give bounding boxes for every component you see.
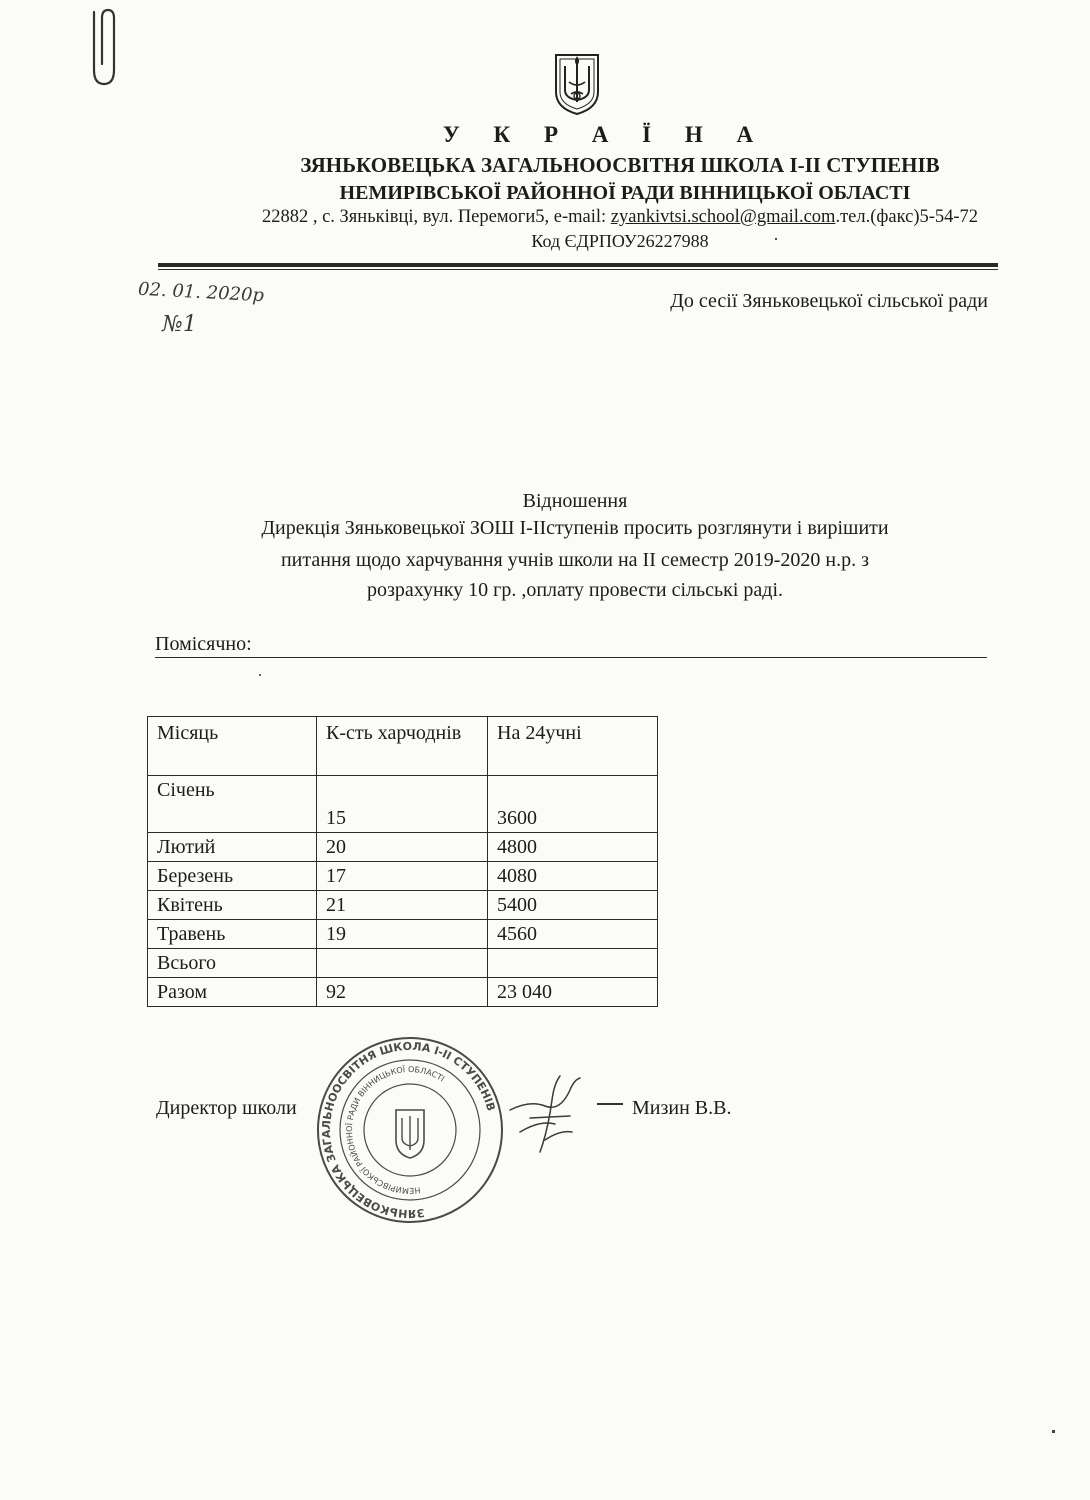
monthly-label: Помісячно: <box>155 633 252 655</box>
body-line-3: розрахунку 10 гр. ,оплату провести сільські раді. <box>366 579 783 601</box>
email-link[interactable]: zyankivtsi.school@gmail.com <box>610 207 836 227</box>
cell-days: 17 <box>317 862 488 891</box>
paperclip-icon <box>80 8 130 88</box>
cell-amount: 5400 <box>488 891 658 920</box>
stamp-icon <box>310 1030 510 1230</box>
signature-icon <box>500 1070 600 1160</box>
cell-days: 21 <box>317 891 488 920</box>
table-row <box>148 949 658 978</box>
document-title: Відношення <box>522 490 628 512</box>
header-days: К-сть харчоднів <box>317 717 488 776</box>
director-name: Мизин В.В. <box>632 1097 732 1119</box>
cell-days: 92 <box>317 978 488 1007</box>
school-name: ЗЯНЬКОВЕЦЬКА ЗАГАЛЬНООСВІТНЯ ШКОЛА І-ІІ СТУПЕНІВ <box>300 153 940 177</box>
table-row <box>148 833 658 862</box>
monthly-underline <box>155 657 987 658</box>
cell-amount: 4080 <box>488 862 658 891</box>
header-divider-thin <box>158 269 998 270</box>
stamp-inner-text: НЕМИРІВСЬКОЇ РАЙОННОЇ РАДИ ВІННИЦЬКОЇ ОБЛАСТІ <box>344 1064 447 1196</box>
cell-amount: 3600 <box>488 776 658 833</box>
handwritten-number: №1 <box>162 312 197 337</box>
table-row <box>148 862 658 891</box>
table-row <box>148 891 658 920</box>
cell-amount: 4560 <box>488 920 658 949</box>
cell-month: Травень <box>148 920 317 949</box>
cell-amount: 4800 <box>488 833 658 862</box>
cell-days <box>317 949 488 978</box>
cell-amount <box>488 949 658 978</box>
school-address <box>0 207 1090 228</box>
director-label: Директор школи <box>156 1097 297 1119</box>
body-line-2: питання щодо харчування учнів школи на ІІ семестр 2019-2020 н.р. з <box>280 549 870 571</box>
stamp-outer-text: ЗЯНЬКОВЕЦЬКА ЗАГАЛЬНООСВІТНЯ ШКОЛА І-ІІ СТУПЕНІВ <box>319 1039 498 1221</box>
cell-days: 15 <box>317 776 488 833</box>
country-name: У К Р А Ї Н А <box>442 122 768 147</box>
council-name: НЕМИРІВСЬКОЇ РАЙОННОЇ РАДИ ВІННИЦЬКОЇ ОБЛАСТІ <box>339 182 911 204</box>
addressee: До сесії Зяньковецької сільської ради <box>670 290 988 312</box>
cell-month: Квітень <box>148 891 317 920</box>
header-divider-thick <box>158 263 998 267</box>
meal-cost-table <box>147 716 658 1007</box>
cell-amount: 23 040 <box>488 978 658 1007</box>
cell-month: Лютий <box>148 833 317 862</box>
header-month: Місяць <box>148 717 317 776</box>
cell-days: 19 <box>317 920 488 949</box>
address-prefix: 22882 , с. Зяньківці, вул. Перемоги5, e-mail: <box>261 207 611 227</box>
table-row <box>148 978 658 1007</box>
cell-month: Всього <box>148 949 317 978</box>
table-row <box>148 920 658 949</box>
phone-fax: .тел.(факс)5-54-72 <box>835 207 979 227</box>
header-amount: На 24учні <box>488 717 658 776</box>
table-header-row <box>148 717 658 776</box>
cell-month: Разом <box>148 978 317 1007</box>
cell-month: Березень <box>148 862 317 891</box>
body-line-1: Дирекція Зяньковецької ЗОШ І-ІІступенів просить розглянути і вирішити <box>261 517 889 539</box>
handwritten-date: 02. 01. 2020р <box>137 278 265 307</box>
table-row <box>148 776 658 833</box>
speck <box>259 674 261 676</box>
cell-days: 20 <box>317 833 488 862</box>
speck <box>775 238 777 240</box>
speck <box>1052 1430 1055 1433</box>
coat-of-arms-icon <box>553 52 601 116</box>
edrpou-code: Код ЄДРПОУ26227988 <box>531 231 709 251</box>
cell-month: Січень <box>148 776 317 833</box>
signature-dash <box>597 1103 623 1105</box>
